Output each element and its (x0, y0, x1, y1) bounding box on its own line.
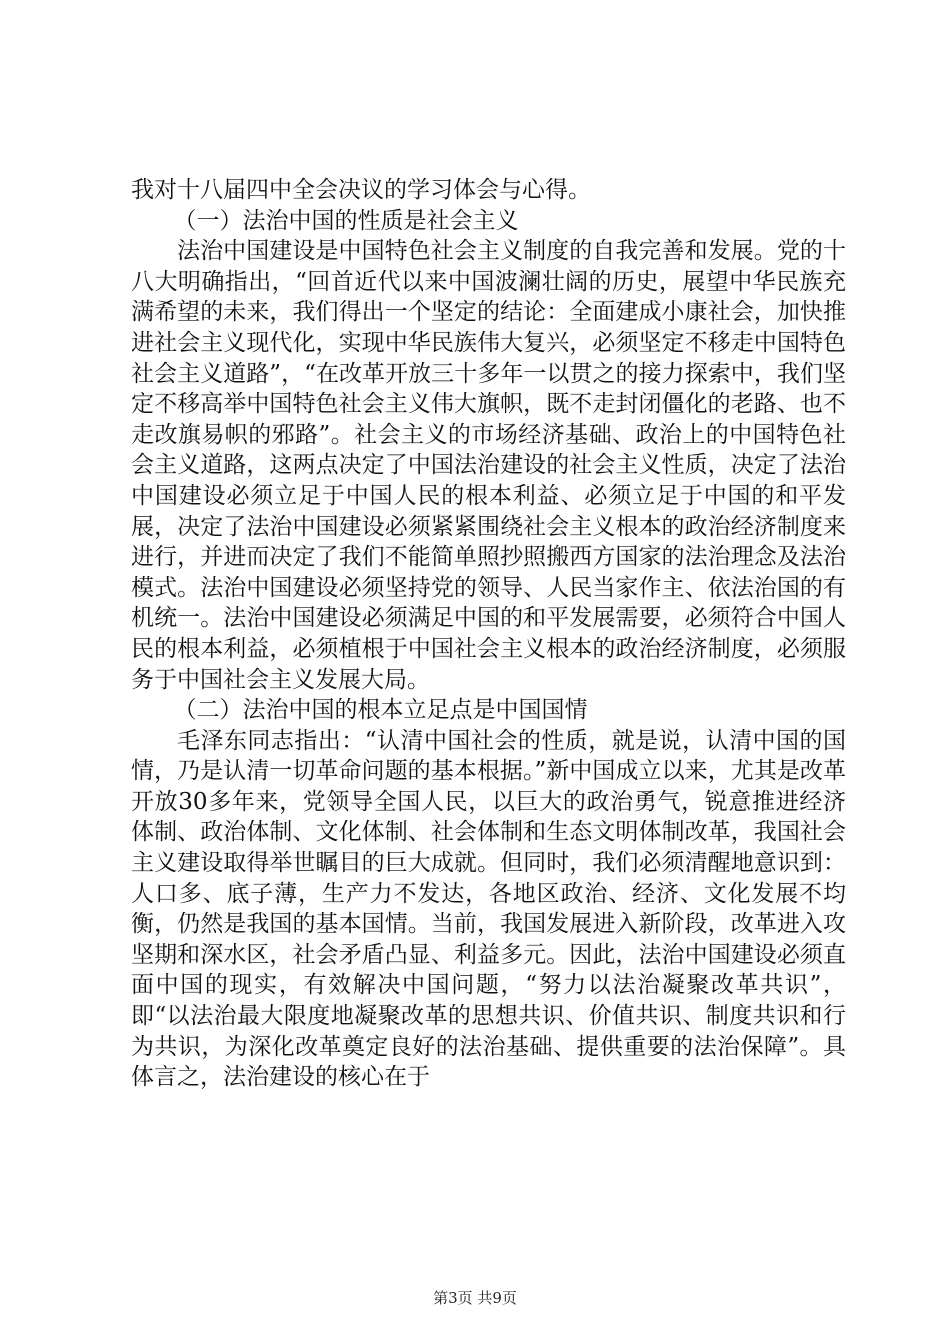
document-body (131, 175, 846, 1093)
paragraph-body-2: 毛泽东同志指出：“认清中国社会的性质，就是说，认清中国的国情，乃是认清一切革命问题的基本根据。”新中国成立以来，尤其是改革开放30多年来，党领导全国人民，以巨大的政治勇气，锐意推进经济体制、政治体制、文化体制、社会体制和生态文明体制改革，我国社会主义建设取得举世瞩目的巨大成就。但同时，我们必须清醒地意识到：人口多、底子薄，生产力不发达，各地区政治、经济、文化发展不均衡，仍然是我国的基本国情。当前，我国发展进入新阶段，改革进入攻坚期和深水区，社会矛盾凸显、利益多元。因此，法治中国建设必须直面中国的现实，有效解决中国问题，“努力以法治凝聚改革共识”，即“以法治最大限度地凝聚改革的思想共识、价值共识、制度共识和行为共识，为深化改革奠定良好的法治基础、提供重要的法治保障”。具体言之，法治建设的核心在于 (131, 727, 846, 1091)
page-number-footer: 第3页 共9页 (433, 1289, 517, 1307)
paragraph-continuation: 我对十八届四中全会决议的学习体会与心得。 (131, 177, 591, 203)
section-heading-1: （一）法治中国的性质是社会主义 (173, 207, 519, 234)
section-heading-2: （二）法治中国的根本立足点是中国国情 (173, 697, 588, 724)
paragraph-body-1: 法治中国建设是中国特色社会主义制度的自我完善和发展。党的十八大明确指出，“回首近代以来中国波澜壮阔的历史，展望中华民族充满希望的未来，我们得出一个坚定的结论：全面建成小康社会，加快推进社会主义现代化，实现中华民族伟大复兴，必须坚定不移走中国特色社会主义道路”，“在改革开放三十多年一以贯之的接力探索中，我们坚定不移高举中国特色社会主义伟大旗帜，既不走封闭僵化的老路、也不走改旗易帜的邪路”。社会主义的市场经济基础、政治上的中国特色社会主义道路，这两点决定了中国法治建设的社会主义性质，决定了法治中国建设必须立足于中国人民的根本利益、必须立足于中国的和平发展，决定了法治中国建设必须紧紧围绕社会主义根本的政治经济制度来进行，并进而决定了我们不能简单照抄照搬西方国家的法治理念及法治模式。法治中国建设必须坚持党的领导、人民当家作主、依法治国的有机统一。法治中国建设必须满足中国的和平发展需要，必须符合中国人民的根本利益，必须植根于中国社会主义根本的政治经济制度，必须服务于中国社会主义发展大局。 (131, 238, 846, 693)
